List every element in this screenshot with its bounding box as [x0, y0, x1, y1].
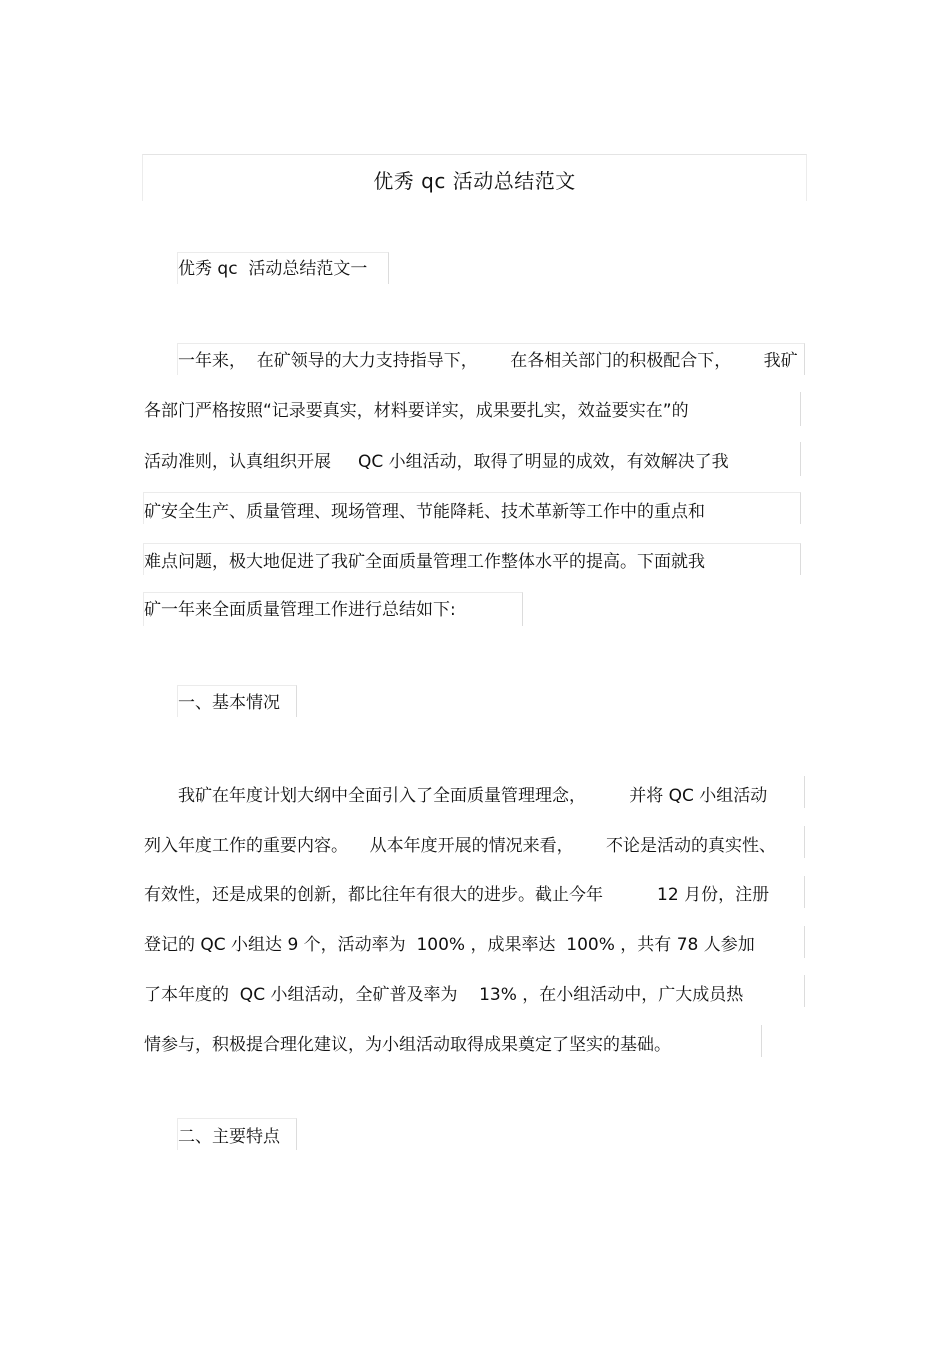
line-frame	[800, 442, 801, 476]
section1-line-4: 登记的 QC 小组达 9 个，活动率为 100% ，成果率达 100% ，共有 78 人参加	[144, 935, 755, 955]
line-frame	[761, 1025, 762, 1057]
section-heading-2: 二、主要特点	[178, 1127, 280, 1147]
intro-line-4: 矿安全生产、质量管理、现场管理、节能降耗、技术革新等工作中的重点和	[144, 502, 705, 522]
line-frame	[804, 975, 805, 1007]
intro-line-6: 矿一年来全面质量管理工作进行总结如下:	[144, 600, 456, 620]
section1-line-2: 列入年度工作的重要内容。 从本年度开展的情况来看， 不论是活动的真实性、	[144, 836, 777, 856]
section-heading-1: 一、基本情况	[178, 693, 280, 713]
line-frame	[804, 876, 805, 908]
section1-line-3: 有效性，还是成果的创新，都比往年有很大的进步。截止今年 12 月份，注册	[144, 885, 770, 905]
intro-line-1: 一年来， 在矿领导的大力支持指导下， 在各相关部门的积极配合下， 我矿	[178, 351, 798, 371]
intro-line-3: 活动准则，认真组织开展 QC 小组活动，取得了明显的成效，有效解决了我	[144, 452, 729, 472]
line-frame	[804, 926, 805, 958]
section1-line-6: 情参与，积极提合理化建议，为小组活动取得成果奠定了坚实的基础。	[144, 1035, 671, 1055]
document-title: 优秀 qc 活动总结范文	[373, 169, 576, 193]
title-frame	[142, 154, 807, 201]
intro-line-2: 各部门严格按照“记录要真实，材料要详实，成果要扎实，效益要实在”的	[144, 401, 689, 421]
section1-line-5: 了本年度的 QC 小组活动，全矿普及率为 13% ，在小组活动中，广大成员热	[144, 985, 744, 1005]
section1-line-1: 我矿在年度计划大纲中全面引入了全面质量管理理念， 并将 QC 小组活动	[178, 786, 768, 806]
line-frame	[804, 826, 805, 858]
line-frame	[804, 776, 805, 808]
line-frame	[800, 392, 801, 426]
intro-line-5: 难点问题，极大地促进了我矿全面质量管理工作整体水平的提高。下面就我	[144, 552, 705, 572]
document-subtitle: 优秀 qc 活动总结范文一	[178, 259, 368, 279]
